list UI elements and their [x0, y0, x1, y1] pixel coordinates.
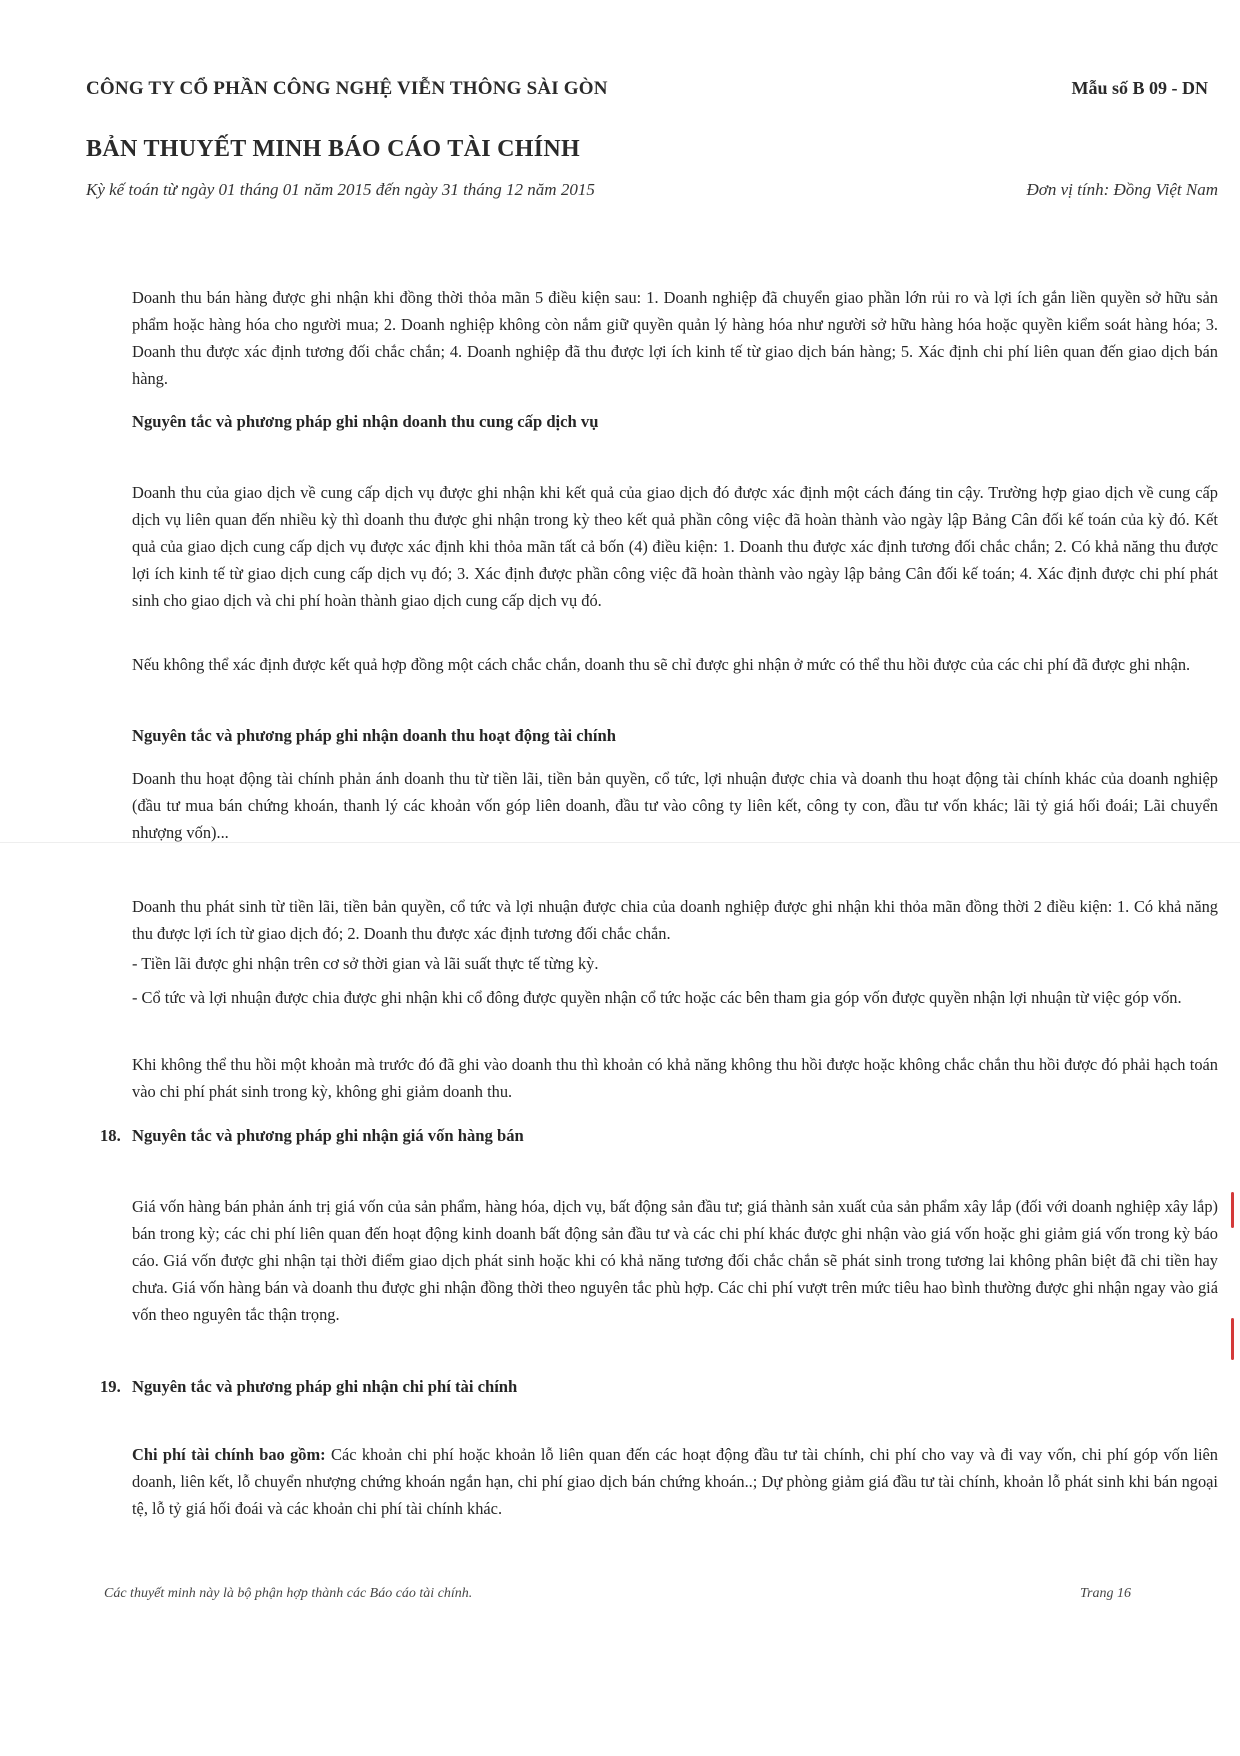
section-19-title: Nguyên tắc và phương pháp ghi nhận chi phí tài chính: [132, 1377, 518, 1396]
section-19-number: 19.: [100, 1377, 121, 1396]
margin-pen-mark: [1231, 1192, 1234, 1228]
company-name: CÔNG TY CỔ PHẦN CÔNG NGHỆ VIỄN THÔNG SÀI GÒN: [86, 78, 608, 99]
currency-unit: Đơn vị tính: Đồng Việt Nam: [1026, 180, 1218, 199]
section-19-heading: [100, 1377, 517, 1397]
page-number: Trang 16: [1080, 1586, 1131, 1601]
financial-expenses-lead: Chi phí tài chính bao gồm:: [132, 1445, 326, 1464]
paragraph-contract-uncertain: Nếu không thể xác định được kết quả hợp đồng một cách chắc chắn, doanh thu sẽ chỉ được ghi nhận ở mức có thể thu hồi được của các chi phí đã được ghi nhận.: [132, 655, 1191, 674]
heading-service-revenue: Nguyên tắc và phương pháp ghi nhận doanh thu cung cấp dịch vụ: [132, 412, 599, 431]
paragraph-cost-of-goods: Giá vốn hàng bán phản ánh trị giá vốn của sản phẩm, hàng hóa, dịch vụ, bất động sản đầu tư; giá thành sản xuất của sản phẩm xây lắp (đối với doanh nghiệp xây lắp) bán trong kỳ; các chi phí liên quan đến hoạt động kinh doanh bất động sản đầu tư và các chi phí khác được ghi nhận vào giá vốn hoặc ghi giảm giá vốn trong kỳ báo cáo. Giá vốn được ghi nhận tại thời điểm giao dịch phát sinh hoặc khi có khả năng tương đối chắc chắn sẽ phát sinh trong tương lai không phân biệt đã chi tiền hay chưa. Giá vốn hàng bán và doanh thu được ghi nhận đồng thời theo nguyên tắc phù hợp. Các chi phí vượt trên mức tiêu hao bình thường được ghi nhận ngay vào giá vốn theo nguyên tắc thận trọng.: [132, 1197, 1218, 1324]
report-title: BẢN THUYẾT MINH BÁO CÁO TÀI CHÍNH: [86, 136, 580, 162]
reporting-period: Kỳ kế toán từ ngày 01 tháng 01 năm 2015 đến ngày 31 tháng 12 năm 2015: [86, 180, 595, 199]
paragraph-financial-expenses: [132, 1441, 1218, 1522]
heading-financial-revenue: Nguyên tắc và phương pháp ghi nhận doanh thu hoạt động tài chính: [132, 726, 616, 745]
paragraph-service-revenue: Doanh thu của giao dịch về cung cấp dịch vụ được ghi nhận khi kết quả của giao dịch đó được xác định một cách đáng tin cậy. Trường hợp giao dịch về cung cấp dịch vụ liên quan đến nhiều kỳ thì doanh thu được ghi nhận trong kỳ theo kết quả phần công việc đã hoàn thành vào ngày lập Bảng Cân đối kế toán của kỳ đó. Kết quả của giao dịch cung cấp dịch vụ được xác định khi thỏa mãn tất cả bốn (4) điều kiện: 1. Doanh thu được xác định tương đối chắc chắn; 2. Có khả năng thu được lợi ích kinh tế từ giao dịch cung cấp dịch vụ đó; 3. Xác định được phần công việc đã hoàn thành vào ngày lập bảng Cân đối kế toán; 4. Xác định được chi phí phát sinh cho giao dịch và chi phí hoàn thành giao dịch cung cấp dịch vụ đó.: [132, 483, 1218, 610]
scan-seam: [0, 842, 1240, 843]
footer-note: Các thuyết minh này là bộ phận hợp thành các Báo cáo tài chính.: [104, 1586, 473, 1601]
bullet-dividend: - Cổ tức và lợi nhuận được chia được ghi nhận khi cổ đông được quyền nhận cổ tức hoặc các bên tham gia góp vốn được quyền nhận lợi nhuận từ việc góp vốn.: [132, 988, 1182, 1007]
section-18-number: 18.: [100, 1126, 121, 1145]
financial-expenses-text: Các khoản chi phí hoặc khoản lỗ liên quan đến các hoạt động đầu tư tài chính, chi phí cho vay và đi vay vốn, chi phí góp vốn liên doanh, liên kết, lỗ chuyển nhượng chứng khoán ngắn hạn, chi phí giao dịch bán chứng khoán..; Dự phòng giảm giá đầu tư tài chính, khoản lỗ phát sinh khi bán ngoại tệ, lỗ tỷ giá hối đoái và các khoản chi phí tài chính khác.: [132, 1445, 1219, 1518]
bullet-interest: - Tiền lãi được ghi nhận trên cơ sở thời gian và lãi suất thực tế từng kỳ.: [132, 954, 599, 973]
paragraph-uncollectible: Khi không thể thu hồi một khoản mà trước đó đã ghi vào doanh thu thì khoản có khả năng không thu hồi được hoặc không chắc chắn thu hồi được đó phải hạch toán vào chi phí phát sinh trong kỳ, không ghi giảm doanh thu.: [132, 1055, 1218, 1101]
margin-pen-mark-2: [1231, 1318, 1234, 1360]
section-18-title: Nguyên tắc và phương pháp ghi nhận giá vốn hàng bán: [132, 1126, 524, 1145]
paragraph-interest-dividend: Doanh thu phát sinh từ tiền lãi, tiền bản quyền, cổ tức và lợi nhuận được chia của doanh nghiệp được ghi nhận khi thỏa mãn đồng thời 2 điều kiện: 1. Có khả năng thu được lợi ích từ giao dịch đó; 2. Doanh thu được xác định tương đối chắc chắn.: [132, 897, 1218, 943]
form-code: Mẫu số B 09 - DN: [1071, 78, 1208, 98]
paragraph-financial-revenue: Doanh thu hoạt động tài chính phản ánh doanh thu từ tiền lãi, tiền bản quyền, cổ tức, lợi nhuận được chia và doanh thu hoạt động tài chính khác của doanh nghiệp (đầu tư mua bán chứng khoán, thanh lý các khoản vốn góp liên doanh, đầu tư vào công ty liên kết, công ty con, đầu tư vốn khác; lãi tỷ giá hối đoái; Lãi chuyển nhượng vốn)...: [132, 769, 1218, 842]
section-18-heading: [100, 1126, 524, 1146]
paragraph-sales-revenue: Doanh thu bán hàng được ghi nhận khi đồng thời thỏa mãn 5 điều kiện sau: 1. Doanh nghiệp đã chuyển giao phần lớn rủi ro và lợi ích gắn liền quyền sở hữu sản phẩm hoặc hàng hóa cho người mua; 2. Doanh nghiệp không còn nắm giữ quyền quản lý hàng hóa như người sở hữu hàng hóa hoặc quyền kiểm soát hàng hóa; 3. Doanh thu được xác định tương đối chắc chắn; 4. Doanh nghiệp đã thu được lợi ích kinh tế từ giao dịch bán hàng; 5. Xác định chi phí liên quan đến giao dịch bán hàng.: [132, 288, 1218, 388]
